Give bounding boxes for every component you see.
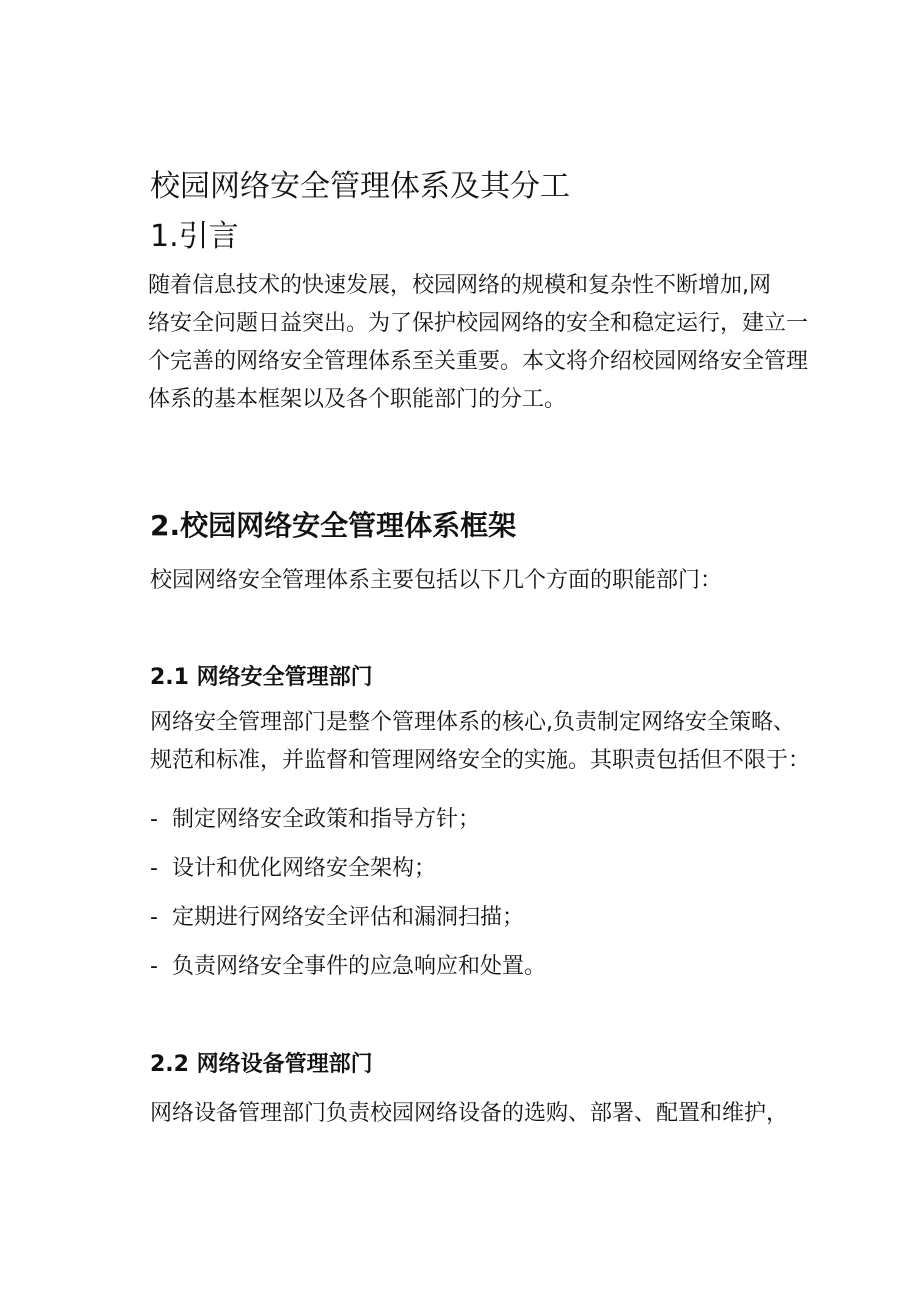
device-dept-paragraph bbox=[150, 1095, 830, 1133]
list-marker: - bbox=[150, 856, 158, 881]
paragraph-line: 网络安全管理部门是整个管理体系的核心,负责制定网络安全策略、 bbox=[150, 710, 795, 735]
paragraph-line: 校园网络安全管理体系主要包括以下几个方面的职能部门： bbox=[150, 568, 723, 593]
framework-paragraph bbox=[150, 562, 830, 600]
security-dept-duties-list bbox=[150, 801, 830, 997]
list-item bbox=[150, 850, 830, 899]
document-title: 校园网络安全管理体系及其分工 bbox=[150, 169, 570, 204]
list-item bbox=[150, 899, 830, 948]
paragraph-line: 络安全问题日益突出。为了保护校园网络的安全和稳定运行，建立一 bbox=[148, 311, 809, 336]
paragraph-line: 随着信息技术的快速发展，校园网络的规模和复杂性不断增加,网 bbox=[148, 273, 771, 298]
subsection-heading-device-dept: 2.2 网络设备管理部门 bbox=[150, 1052, 373, 1077]
list-item-text: 定期进行网络安全评估和漏洞扫描； bbox=[172, 905, 525, 930]
list-marker: - bbox=[150, 954, 158, 979]
subsection-heading-security-dept: 2.1 网络安全管理部门 bbox=[150, 665, 373, 690]
introduction-paragraph bbox=[148, 267, 828, 419]
list-item bbox=[150, 948, 830, 997]
paragraph-line: 体系的基本框架以及各个职能部门的分工。 bbox=[148, 387, 567, 412]
section-heading-introduction: 1.引言 bbox=[150, 219, 239, 254]
paragraph-line: 网络设备管理部门负责校园网络设备的选购、部署、配置和维护， bbox=[150, 1101, 789, 1126]
list-item bbox=[150, 801, 830, 850]
list-item-text: 制定网络安全政策和指导方针； bbox=[172, 807, 481, 832]
paragraph-line: 规范和标准，并监督和管理网络安全的实施。其职责包括但不限于： bbox=[150, 748, 811, 773]
list-item-text: 负责网络安全事件的应急响应和处置。 bbox=[172, 954, 547, 979]
paragraph-line: 个完善的网络安全管理体系至关重要。本文将介绍校园网络安全管理 bbox=[148, 349, 809, 374]
list-item-text: 设计和优化网络安全架构； bbox=[172, 856, 437, 881]
section-heading-framework: 2.校园网络安全管理体系框架 bbox=[150, 509, 517, 542]
list-marker: - bbox=[150, 905, 158, 930]
security-dept-paragraph bbox=[150, 704, 830, 780]
list-marker: - bbox=[150, 807, 158, 832]
